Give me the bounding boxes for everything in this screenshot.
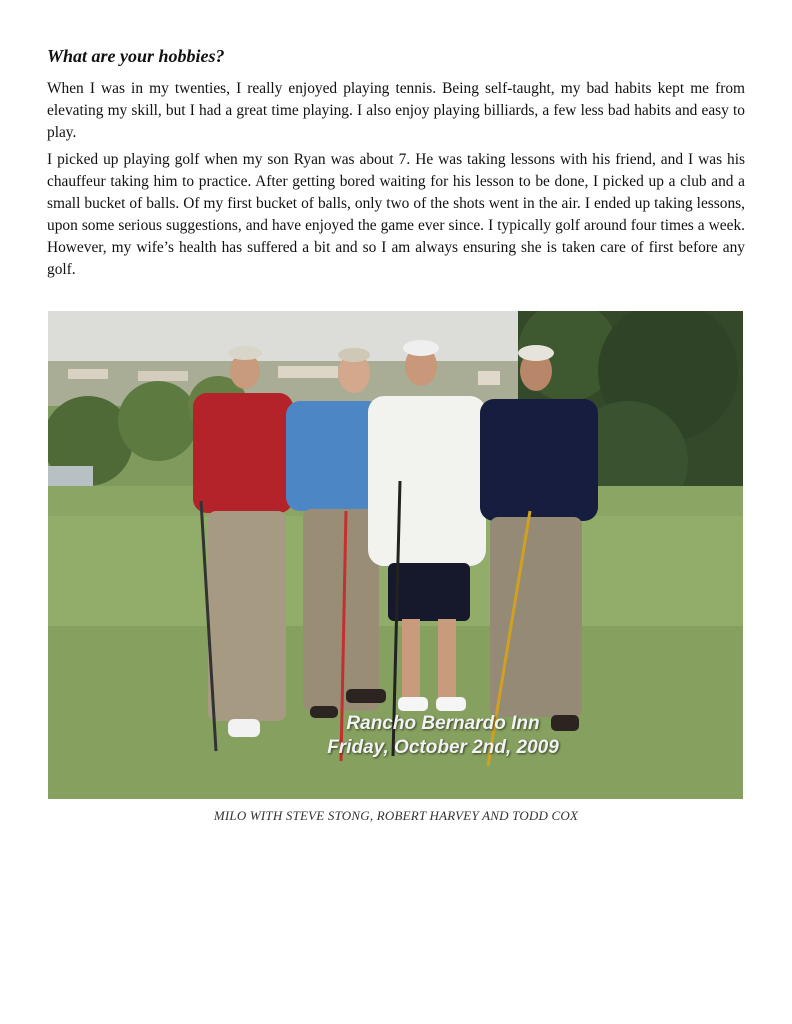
paragraph-tennis: When I was in my twenties, I really enjoyed playing tennis. Being self-taught, my bad habits kept me from elevating my skill, but I had a great time playing. I also enjoy playing billiards, a few less bad habits and easy to play. [47, 80, 745, 141]
photo-stamp-location: Rancho Bernardo Inn [346, 713, 540, 734]
paragraph-golf: I picked up playing golf when my son Ryan was about 7. He was taking lessons with his friend, and I was his chauffeur taking him to practice. After getting bored waiting for his lesson to be done, I picked up a club and a small bucket of balls. Of my first bucket of balls, only two of the shots went in the air. I ended up taking lessons, upon some serious suggestions, and have enjoyed the game ever since. I typically golf around four times a week. However, my wife’s health has suffered a bit and so I am always ensuring she is taken care of first before any golf. [47, 151, 745, 278]
golf-group-photo [48, 311, 743, 799]
photo-stamp-date: Friday, October 2nd, 2009 [327, 737, 559, 758]
photo-caption: MILO WITH STEVE STONG, ROBERT HARVEY AND TODD COX [213, 808, 579, 823]
section-heading: What are your hobbies? [47, 46, 225, 66]
